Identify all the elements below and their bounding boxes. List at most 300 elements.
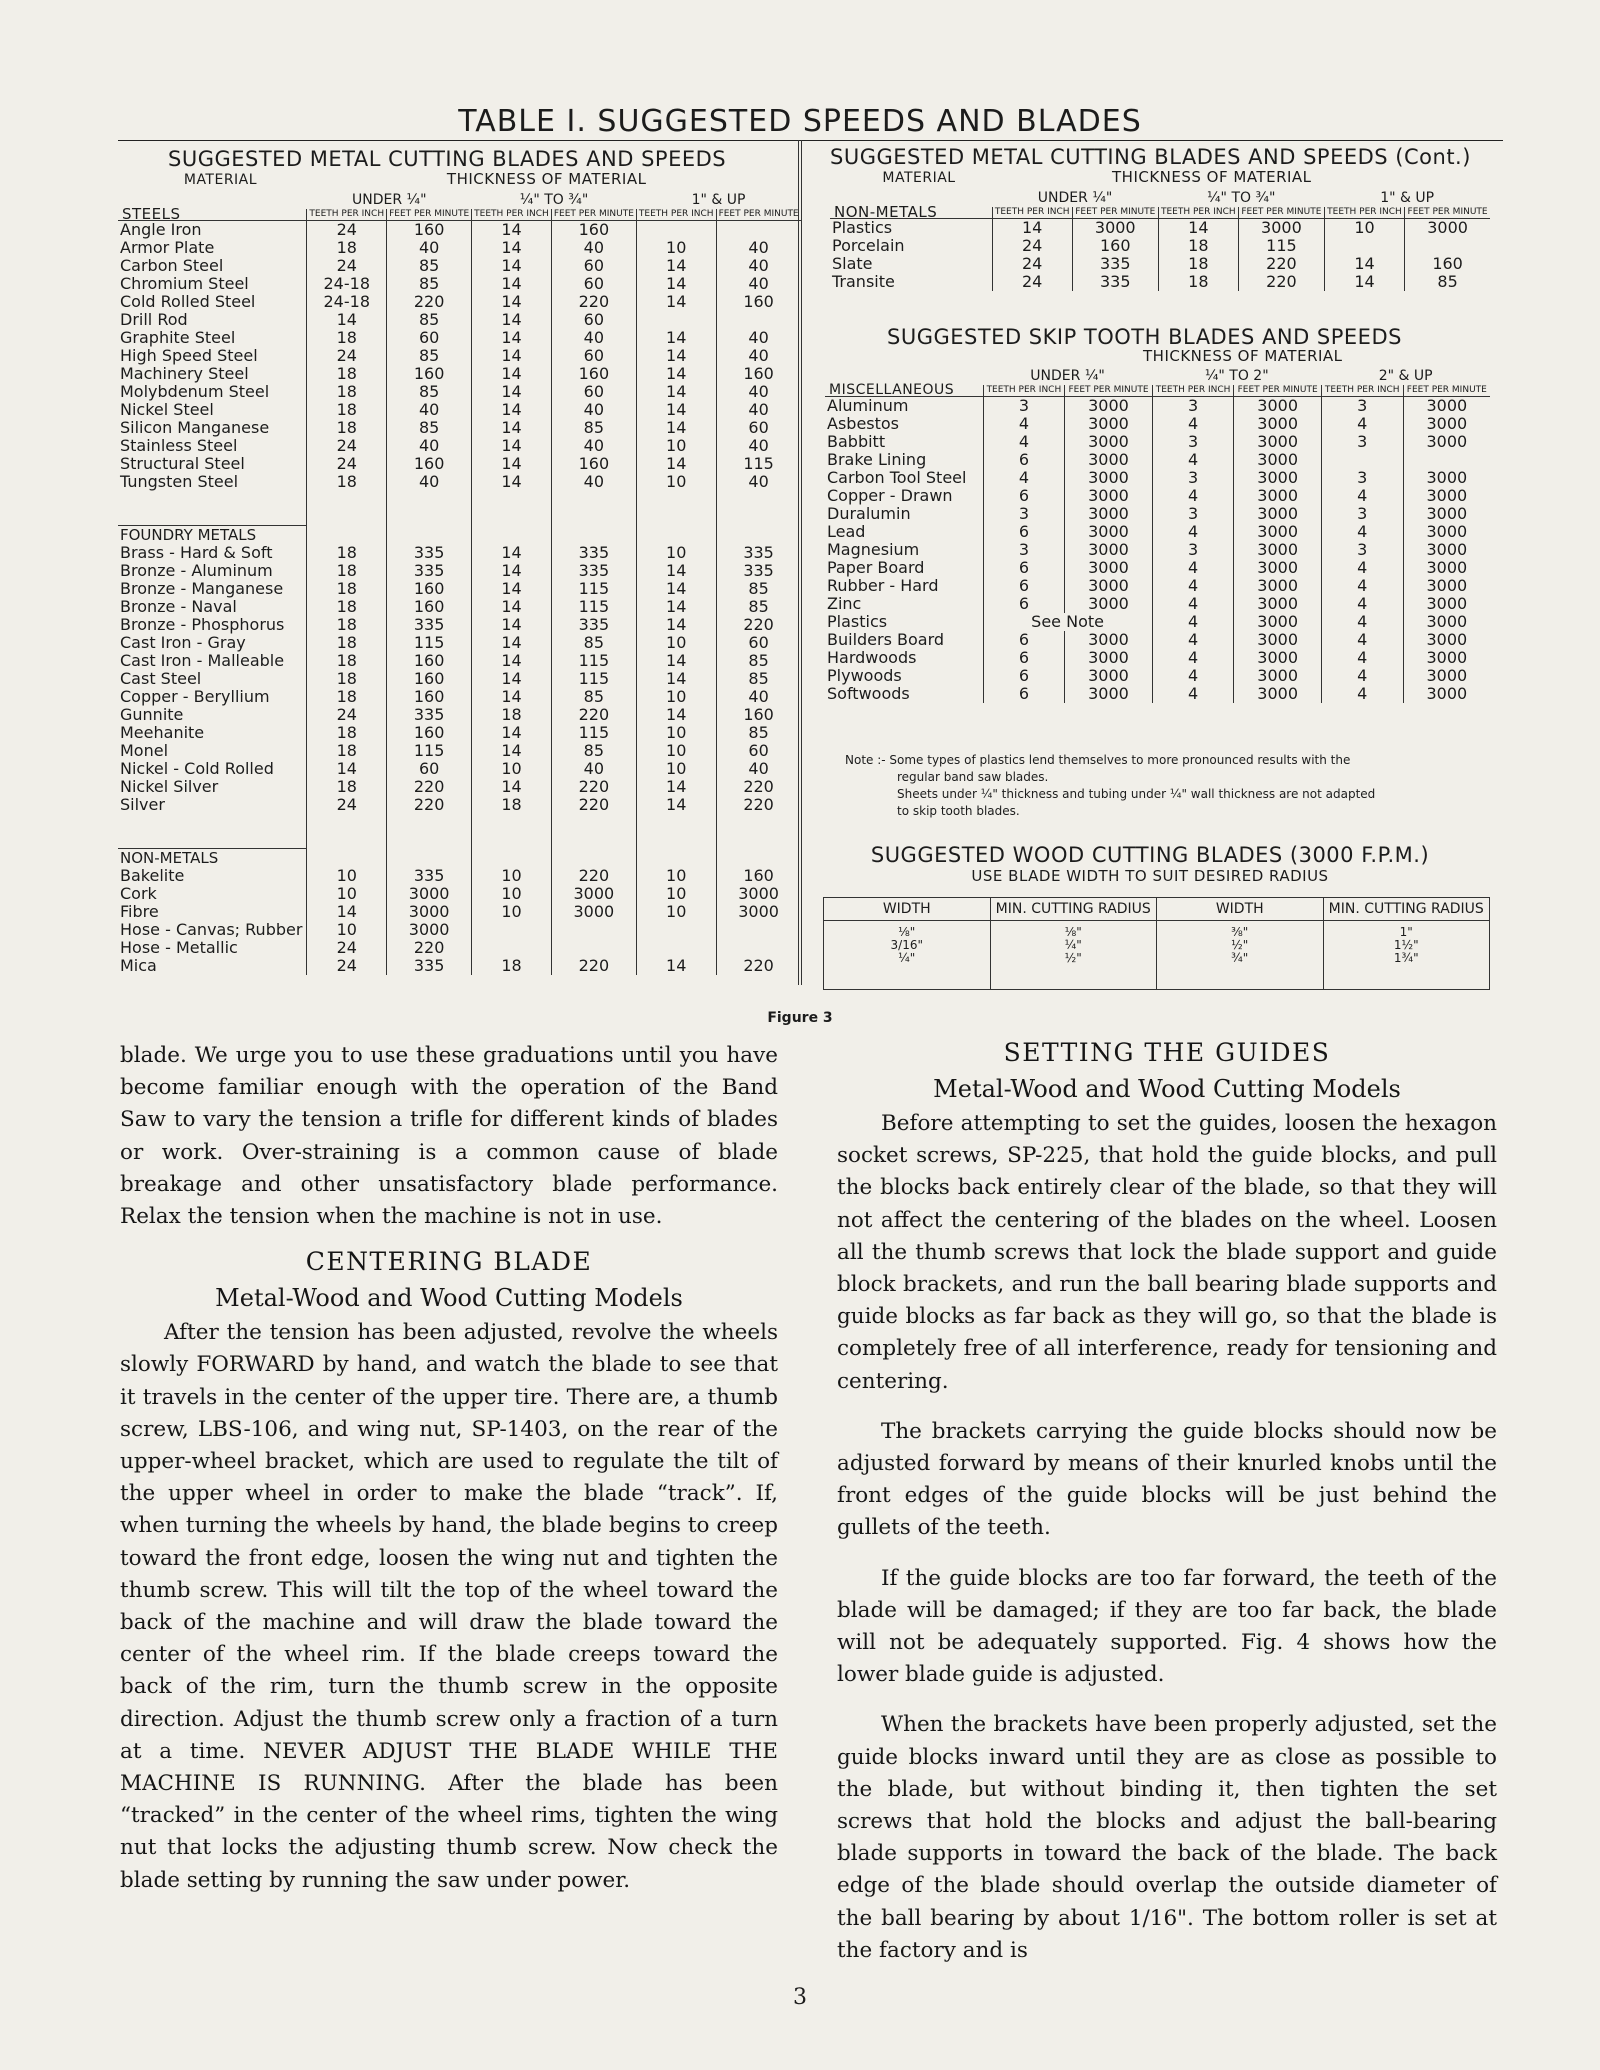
skip-header-row xyxy=(825,385,1490,397)
table-cell: 6 xyxy=(983,523,1065,541)
table-row xyxy=(118,419,801,437)
table-cell: 3000 xyxy=(1405,219,1490,238)
material-name: Transite xyxy=(832,272,895,291)
table-cell: 220 xyxy=(716,616,801,634)
thickness-label: THICKNESS OF MATERIAL xyxy=(1112,168,1312,186)
table-cell: 14 xyxy=(307,760,387,778)
material-label: MATERIAL xyxy=(882,170,956,186)
table-cell: 40 xyxy=(387,239,472,257)
table-cell: 14 xyxy=(472,455,552,473)
material-name: Aluminum xyxy=(827,396,909,415)
paragraph: If the guide blocks are too far forward, the teeth of the blade will be damaged; if they are too far back, the blade will not be adequately supported. Fig. 4 shows how the lower blade guide is adjusted. xyxy=(837,1565,1497,1688)
material-name: Paper Board xyxy=(827,558,925,577)
material-name: Slate xyxy=(832,254,873,273)
paragraph: The brackets carrying the guide blocks should now be adjusted forward by means of their knurled knobs until the front edges of the guide blocks will be just behind the gullets of the teeth. xyxy=(837,1418,1497,1541)
table-cell: 335 xyxy=(387,616,472,634)
wood-value: ⅜" xyxy=(1231,925,1249,939)
table-cell: 60 xyxy=(387,760,472,778)
table-cell: 18 xyxy=(307,670,387,688)
table-cell: 40 xyxy=(551,239,636,257)
table-cell: 10 xyxy=(636,760,716,778)
table-row xyxy=(118,365,801,383)
table-row xyxy=(118,562,801,580)
table-cell: 335 xyxy=(387,562,472,580)
table-cell: 85 xyxy=(387,275,472,293)
table-row xyxy=(118,939,801,957)
table-cell: 335 xyxy=(716,544,801,562)
table-cell: 3 xyxy=(1321,469,1403,487)
table-cell: 14 xyxy=(472,365,552,383)
table-cell: 3000 xyxy=(1234,613,1321,631)
table-cell: 85 xyxy=(387,419,472,437)
table-cell: 220 xyxy=(551,778,636,796)
column-header: TEETH PER INCH xyxy=(983,385,1065,397)
table-cell: 14 xyxy=(636,347,716,365)
table-cell: 6 xyxy=(983,649,1065,667)
table-row xyxy=(118,724,801,742)
table-row xyxy=(118,311,801,329)
column-header: FEET PER MINUTE xyxy=(1405,207,1490,219)
gap-cell xyxy=(472,814,552,849)
table-cell: 18 xyxy=(307,239,387,257)
table-cell: 40 xyxy=(716,329,801,347)
column-header: FEET PER MINUTE xyxy=(551,209,636,221)
section-subheading: Metal-Wood and Wood Cutting Models xyxy=(215,1284,683,1313)
table-cell: 335 xyxy=(1072,255,1158,273)
table-row xyxy=(825,667,1490,685)
range-under: UNDER ¼" xyxy=(352,192,427,208)
gap-cell xyxy=(716,814,801,849)
table-cell: 3000 xyxy=(1065,649,1152,667)
table-cell xyxy=(307,849,387,868)
table-cell: 4 xyxy=(983,415,1065,433)
table-row xyxy=(825,487,1490,505)
table-cell: 160 xyxy=(387,365,472,383)
table-cell: 3000 xyxy=(1234,577,1321,595)
table-cell xyxy=(472,921,552,939)
table-cell xyxy=(716,921,801,939)
table-cell: 40 xyxy=(551,760,636,778)
table-cell: 160 xyxy=(716,706,801,724)
table-cell: 40 xyxy=(716,383,801,401)
table-cell: 10 xyxy=(636,885,716,903)
table-cell: 4 xyxy=(1321,667,1403,685)
table-cell: 18 xyxy=(472,706,552,724)
table-cell: 14 xyxy=(472,724,552,742)
table-cell: 3000 xyxy=(1234,433,1321,451)
table-row xyxy=(830,237,1490,255)
table-row xyxy=(118,957,801,975)
table-cell: 3000 xyxy=(1065,667,1152,685)
table-cell: 4 xyxy=(1321,649,1403,667)
gap-cell xyxy=(716,491,801,526)
table-cell: 220 xyxy=(387,293,472,311)
table-cell: 24 xyxy=(992,237,1072,255)
table-cell: 4 xyxy=(983,469,1065,487)
table-cell: 10 xyxy=(307,885,387,903)
table-row xyxy=(825,577,1490,595)
table-cell: 85 xyxy=(387,383,472,401)
table-cell: 40 xyxy=(716,688,801,706)
gap-cell xyxy=(307,491,387,526)
table-cell: 18 xyxy=(307,544,387,562)
wood-cell xyxy=(1157,921,1324,990)
column-header: TEETH PER INCH xyxy=(1321,385,1403,397)
table-cell: 10 xyxy=(636,867,716,885)
wood-value: 1½" xyxy=(1393,938,1419,952)
table-cell: 18 xyxy=(307,562,387,580)
wood-col-radius: MIN. CUTTING RADIUS xyxy=(990,898,1157,921)
material-name: Monel xyxy=(120,741,169,760)
table-cell: 160 xyxy=(716,293,801,311)
table-cell: 3000 xyxy=(1065,595,1152,613)
page-number: 3 xyxy=(793,1985,807,2010)
table-cell: 115 xyxy=(551,580,636,598)
table-cell xyxy=(636,921,716,939)
table-cell: 10 xyxy=(472,885,552,903)
gap-cell xyxy=(636,814,716,849)
table-cell xyxy=(1324,237,1404,255)
material-name: Chromium Steel xyxy=(120,274,249,293)
material-name: Lead xyxy=(827,522,866,541)
table-cell: 40 xyxy=(387,437,472,455)
table-cell: 40 xyxy=(551,437,636,455)
material-name: Copper - Drawn xyxy=(827,486,953,505)
table-row xyxy=(118,670,801,688)
table-cell: 4 xyxy=(1152,487,1234,505)
table-cell: 10 xyxy=(636,688,716,706)
table-cell: 3000 xyxy=(1403,469,1490,487)
material-name: Brake Lining xyxy=(827,450,927,469)
table-cell: 18 xyxy=(1158,273,1238,291)
material-name: Bronze - Naval xyxy=(120,597,237,616)
table-cell: 335 xyxy=(387,544,472,562)
table-cell: 18 xyxy=(307,401,387,419)
table-cell: 14 xyxy=(472,616,552,634)
table-cell: 160 xyxy=(551,365,636,383)
table-cell xyxy=(387,526,472,545)
table-cell: 3000 xyxy=(1403,595,1490,613)
material-name: Zinc xyxy=(827,594,862,613)
table-cell: 14 xyxy=(472,257,552,275)
table-cell: 10 xyxy=(636,473,716,491)
material-name: Builders Board xyxy=(827,630,945,649)
table-cell: 14 xyxy=(472,383,552,401)
table-cell: 3 xyxy=(1321,505,1403,523)
material-name: Tungsten Steel xyxy=(120,472,239,491)
material-name: Asbestos xyxy=(827,414,900,433)
table-cell: 3 xyxy=(983,541,1065,559)
column-header: TEETH PER INCH xyxy=(992,207,1072,219)
table-cell: 4 xyxy=(1321,613,1403,631)
table-cell: 14 xyxy=(472,311,552,329)
table-cell: 3000 xyxy=(1239,219,1325,238)
table-row xyxy=(118,455,801,473)
table-cell: 3000 xyxy=(1403,433,1490,451)
table-cell xyxy=(1321,451,1403,469)
material-name: Silicon Manganese xyxy=(120,418,270,437)
material-name: Cork xyxy=(120,884,157,903)
wood-cell xyxy=(824,921,991,990)
table-cell: 3000 xyxy=(1072,219,1158,238)
table-cell xyxy=(387,849,472,868)
table-cell: 220 xyxy=(387,796,472,814)
note-line: Note :- Some types of plastics lend themselves to more pronounced results with the xyxy=(845,753,1351,767)
table-cell xyxy=(1405,237,1490,255)
table-cell: 3000 xyxy=(1065,505,1152,523)
table-cell: 3 xyxy=(1321,433,1403,451)
table-cell: 85 xyxy=(387,311,472,329)
table-cell: 4 xyxy=(1321,595,1403,613)
range-mid: ¼" TO ¾" xyxy=(519,192,589,208)
table-cell: 220 xyxy=(1239,255,1325,273)
material-name: Hose - Canvas; Rubber xyxy=(120,920,303,939)
table-cell: 14 xyxy=(636,275,716,293)
table-cell: 14 xyxy=(472,473,552,491)
table-row xyxy=(118,383,801,401)
table-cell: 24 xyxy=(307,455,387,473)
material-name: Cast Iron - Malleable xyxy=(120,651,285,670)
gap-cell xyxy=(307,814,387,849)
table-cell: 18 xyxy=(307,365,387,383)
table-cell: 14 xyxy=(636,652,716,670)
table-row xyxy=(825,415,1490,433)
table-cell: 3000 xyxy=(1403,523,1490,541)
material-name: Machinery Steel xyxy=(120,364,249,383)
table-cell: 14 xyxy=(1324,255,1404,273)
table-cell: 14 xyxy=(472,275,552,293)
column-header: TEETH PER INCH xyxy=(636,209,716,221)
table-cell: 40 xyxy=(716,347,801,365)
table-cell: 160 xyxy=(716,867,801,885)
table-cell: 3000 xyxy=(387,921,472,939)
table-cell: 14 xyxy=(472,580,552,598)
table-cell: 24 xyxy=(307,221,387,240)
table-cell: 14 xyxy=(636,293,716,311)
table-cell: 60 xyxy=(551,347,636,365)
table-cell: 60 xyxy=(551,257,636,275)
table-cell: 3 xyxy=(1152,469,1234,487)
table-cell: 14 xyxy=(636,562,716,580)
table-cell: 3000 xyxy=(1403,559,1490,577)
table-cell xyxy=(716,849,801,868)
table-cell: 18 xyxy=(472,796,552,814)
table-cell: 3 xyxy=(1321,397,1403,416)
table-cell: 4 xyxy=(1321,577,1403,595)
table-cell: 115 xyxy=(551,652,636,670)
table-cell: 3000 xyxy=(1403,505,1490,523)
metal-header-row xyxy=(118,209,801,221)
table-cell: 160 xyxy=(387,724,472,742)
table-cell: 4 xyxy=(1152,685,1234,703)
table-cell: 3000 xyxy=(1065,685,1152,703)
table-cell: 6 xyxy=(983,631,1065,649)
table-cell: 18 xyxy=(307,688,387,706)
table-cell: 4 xyxy=(1152,649,1234,667)
table-cell: 220 xyxy=(716,778,801,796)
title-rule xyxy=(118,140,1503,141)
left-text-column xyxy=(120,1040,778,1897)
wood-col-width: WIDTH xyxy=(824,898,991,921)
table-cell: 3 xyxy=(1152,433,1234,451)
table-cell: 18 xyxy=(307,724,387,742)
table-row xyxy=(825,469,1490,487)
table-cell: 6 xyxy=(983,559,1065,577)
table-cell: 335 xyxy=(387,867,472,885)
table-cell: 10 xyxy=(636,634,716,652)
material-name: Bakelite xyxy=(120,866,185,885)
table-cell: 14 xyxy=(1324,273,1404,291)
table-cell: 160 xyxy=(1072,237,1158,255)
material-name: Rubber - Hard xyxy=(827,576,939,595)
table-cell: 3000 xyxy=(1403,613,1490,631)
table-cell: 4 xyxy=(983,433,1065,451)
table-row xyxy=(118,885,801,903)
table-cell: 6 xyxy=(983,685,1065,703)
table-cell: 220 xyxy=(551,957,636,975)
section-name: FOUNDRY METALS xyxy=(118,526,307,545)
material-name: Angle Iron xyxy=(120,220,202,239)
wood-value: ⅛" xyxy=(898,925,916,939)
table-cell: 160 xyxy=(387,670,472,688)
table-cell: 40 xyxy=(716,239,801,257)
metal-cont-caption: SUGGESTED METAL CUTTING BLADES AND SPEEDS (Cont.) xyxy=(830,145,1471,169)
table-cell: 14 xyxy=(307,903,387,921)
table-cell: 14 xyxy=(472,598,552,616)
gap-cell xyxy=(118,491,307,526)
table-cell: 14 xyxy=(636,796,716,814)
wood-table-subcaption: USE BLADE WIDTH TO SUIT DESIRED RADIUS xyxy=(971,867,1329,885)
table-cell: 14 xyxy=(472,652,552,670)
table-cell: 10 xyxy=(636,437,716,455)
table-cell: 40 xyxy=(716,760,801,778)
table-row xyxy=(118,275,801,293)
table-row xyxy=(825,631,1490,649)
table-row xyxy=(830,273,1490,291)
table-cell: 220 xyxy=(716,957,801,975)
table-cell: 14 xyxy=(636,706,716,724)
material-name: Drill Rod xyxy=(120,310,188,329)
table-cell: 14 xyxy=(636,383,716,401)
table-cell: 18 xyxy=(307,634,387,652)
table-cell: See Note xyxy=(983,613,1152,631)
section-header-row xyxy=(118,526,801,545)
wood-value: ½" xyxy=(1231,938,1249,952)
table-cell: 115 xyxy=(1239,237,1325,255)
table-cell: 3000 xyxy=(1234,667,1321,685)
table-cell: 18 xyxy=(1158,237,1238,255)
material-name: Nickel - Cold Rolled xyxy=(120,759,274,778)
gap-cell xyxy=(551,491,636,526)
table-cell: 40 xyxy=(387,401,472,419)
gap-cell xyxy=(387,491,472,526)
table-cell: 6 xyxy=(983,577,1065,595)
table-cell: 3000 xyxy=(1234,631,1321,649)
table-cell: 18 xyxy=(307,778,387,796)
table-row xyxy=(118,293,801,311)
page-title: TABLE I. SUGGESTED SPEEDS AND BLADES xyxy=(458,104,1142,139)
table-cell: 3000 xyxy=(1234,595,1321,613)
table-cell: 220 xyxy=(387,939,472,957)
table-cell: 3000 xyxy=(1234,415,1321,433)
table-cell: 3000 xyxy=(1234,649,1321,667)
table-cell: 40 xyxy=(551,329,636,347)
table-cell: 10 xyxy=(472,760,552,778)
table-cell: 24-18 xyxy=(307,275,387,293)
table-row xyxy=(825,541,1490,559)
table-row xyxy=(830,255,1490,273)
table-cell: 40 xyxy=(551,401,636,419)
table-cell: 10 xyxy=(636,742,716,760)
table-cell: 10 xyxy=(472,867,552,885)
wood-value: 1¾" xyxy=(1393,951,1419,965)
table-cell: 40 xyxy=(716,275,801,293)
table-row xyxy=(825,451,1490,469)
table-cell: 3000 xyxy=(1403,487,1490,505)
table-cell: 10 xyxy=(636,903,716,921)
table-cell: 335 xyxy=(551,616,636,634)
table-cell: 40 xyxy=(716,257,801,275)
table-row xyxy=(825,613,1490,631)
table-cell: 4 xyxy=(1152,577,1234,595)
table-cell: 3000 xyxy=(1065,451,1152,469)
table-cell: 3000 xyxy=(1403,667,1490,685)
table-cell: 115 xyxy=(551,724,636,742)
material-name: Softwoods xyxy=(827,684,910,703)
material-name: Carbon Tool Steel xyxy=(827,468,967,487)
column-header: FEET PER MINUTE xyxy=(716,209,801,221)
plastics-note xyxy=(845,752,1495,820)
table-cell: 14 xyxy=(636,580,716,598)
table-row xyxy=(118,634,801,652)
material-name: Cold Rolled Steel xyxy=(120,292,256,311)
table-cell: 3000 xyxy=(1065,559,1152,577)
table-cell: 14 xyxy=(307,311,387,329)
table-cell: 4 xyxy=(1321,559,1403,577)
material-name: Plastics xyxy=(832,218,893,237)
cont-table-body xyxy=(830,219,1490,292)
material-name: Silver xyxy=(120,795,165,814)
table-cell: 160 xyxy=(551,221,636,240)
table-cell: 18 xyxy=(307,473,387,491)
table-cell: 3000 xyxy=(1234,487,1321,505)
table-cell: 14 xyxy=(636,598,716,616)
note-line: regular band saw blades. xyxy=(897,770,1049,784)
table-cell xyxy=(716,221,801,240)
skip-tooth-table xyxy=(825,325,1490,703)
table-cell: 18 xyxy=(307,580,387,598)
table-cell: 14 xyxy=(472,778,552,796)
material-name: Bronze - Phosphorus xyxy=(120,615,285,634)
paragraph: After the tension has been adjusted, revolve the wheels slowly FORWARD by hand, and watch the blade to see that it travels in the center of the upper tire. There are, a thumb screw, LBS-106, and wing nut, SP-1403, on the rear of the upper-wheel bracket, which are used to regulate the tilt of the upper wheel in order to make the blade “track”. If, when turning the wheels by hand, the blade begins to creep toward the front edge, loosen the wing nut and tighten the thumb screw. This will tilt the top of the wheel toward the back of the machine and will draw the blade toward the center of the wheel rim. If the blade creeps toward the back of the rim, turn the thumb screw in the opposite direction. Adjust the thumb screw only a fraction of a turn at a time. NEVER ADJUST THE BLADE WHILE THE MACHINE IS RUNNING. After the blade has been “tracked” in the center of the wheel rims, tighten the wing nut that locks the adjusting thumb screw. Now check the blade setting by running the saw under power. xyxy=(120,1320,778,1893)
table-cell: 14 xyxy=(472,419,552,437)
table-cell: 335 xyxy=(551,544,636,562)
table-cell: 24 xyxy=(307,437,387,455)
table-row xyxy=(825,505,1490,523)
table-cell: 3000 xyxy=(387,903,472,921)
material-name: Nickel Silver xyxy=(120,777,219,796)
table-row xyxy=(118,688,801,706)
table-cell: 14 xyxy=(636,670,716,688)
table-cell: 3000 xyxy=(1234,523,1321,541)
right-text-column xyxy=(837,1036,1497,1967)
table-cell: 160 xyxy=(1405,255,1490,273)
material-name: Molybdenum Steel xyxy=(120,382,270,401)
table-cell: 24 xyxy=(307,939,387,957)
table-cell: 3000 xyxy=(387,885,472,903)
gap-cell xyxy=(551,814,636,849)
table-cell: 4 xyxy=(1152,613,1234,631)
